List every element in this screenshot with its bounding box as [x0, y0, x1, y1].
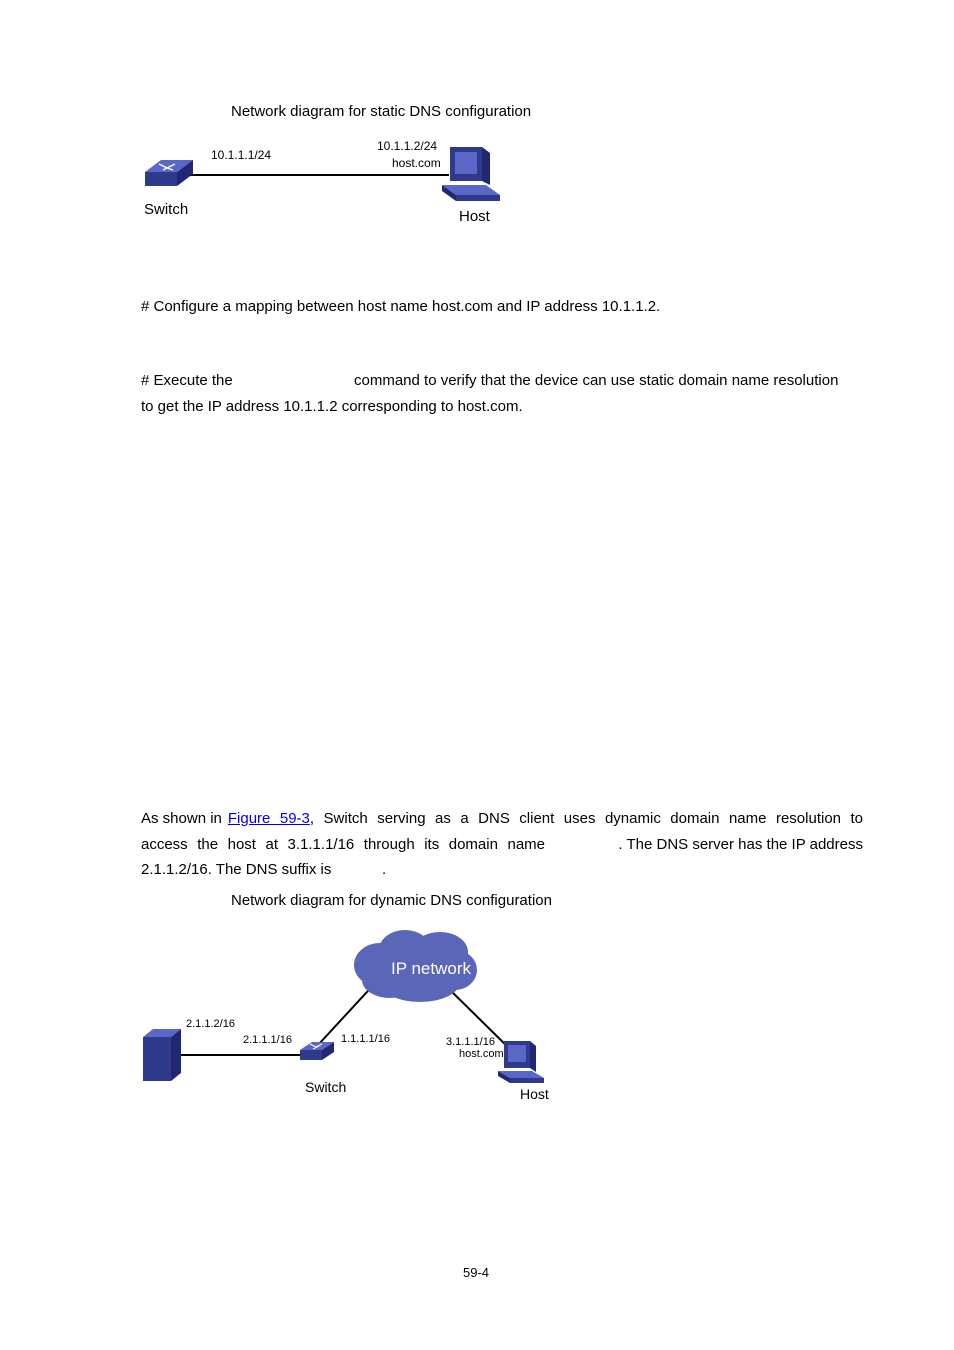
verify-paragraph — [141, 368, 863, 419]
figure2-caption: Network diagram for dynamic DNS configuration — [231, 892, 552, 909]
verify-line2: to get the IP address 10.1.1.2 corresponding to host.com. — [141, 397, 523, 415]
verify-line1-start: # Execute the — [141, 372, 233, 389]
switch-icon — [300, 1042, 334, 1060]
dynamic-line2-start: access the host at 3.1.1.1/16 through its domain name — [141, 835, 545, 853]
figure-59-3-link[interactable]: Figure 59-3 — [227, 810, 310, 827]
figure2-switch-ip-right: 1.1.1.1/16 — [341, 1033, 390, 1045]
figure2-switch-label: Switch — [305, 1079, 347, 1095]
figure2-host-ip: 3.1.1.1/16 — [446, 1036, 495, 1048]
host-pc-icon — [442, 147, 500, 201]
dynamic-line1-pre: As shown in — [141, 810, 222, 827]
host-pc-icon — [498, 1041, 544, 1083]
figure2-switch-ip-left: 2.1.1.1/16 — [243, 1034, 292, 1046]
page-number: 59-4 — [463, 1265, 490, 1280]
figure1-switch-label: Switch — [144, 201, 189, 218]
figure2-server-ip: 2.1.1.2/16 — [186, 1018, 235, 1030]
figure1-caption: Network diagram for static DNS configuration — [231, 103, 532, 120]
dynamic-line3-start: 2.1.1.2/16. The DNS suffix is — [141, 861, 332, 878]
figure1-switch-ip: 10.1.1.1/24 — [211, 148, 272, 162]
figure1-host-name: host.com — [392, 156, 441, 170]
figure2-host-name: host.com — [459, 1048, 504, 1060]
dynamic-line1-post: , Switch serving as a DNS client uses dynamic domain name resolution to — [309, 810, 863, 827]
dynamic-line2-end: . The DNS server has the IP address — [618, 835, 863, 853]
switch-icon — [145, 160, 193, 186]
verify-line1-end: command to verify that the device can use static domain name resolution — [354, 372, 839, 389]
dynamic-dns-paragraph — [141, 806, 863, 883]
dns-server-icon — [143, 1029, 181, 1081]
dynamic-line3-end: . — [382, 861, 387, 878]
ip-network-label: IP network — [391, 959, 472, 978]
config-mapping-paragraph: # Configure a mapping between host name host.com and IP address 10.1.1.2. — [141, 298, 661, 315]
figure1-host-label: Host — [459, 208, 490, 225]
figure2-host-label: Host — [520, 1086, 549, 1102]
figure1-host-ip: 10.1.1.2/24 — [377, 139, 438, 153]
